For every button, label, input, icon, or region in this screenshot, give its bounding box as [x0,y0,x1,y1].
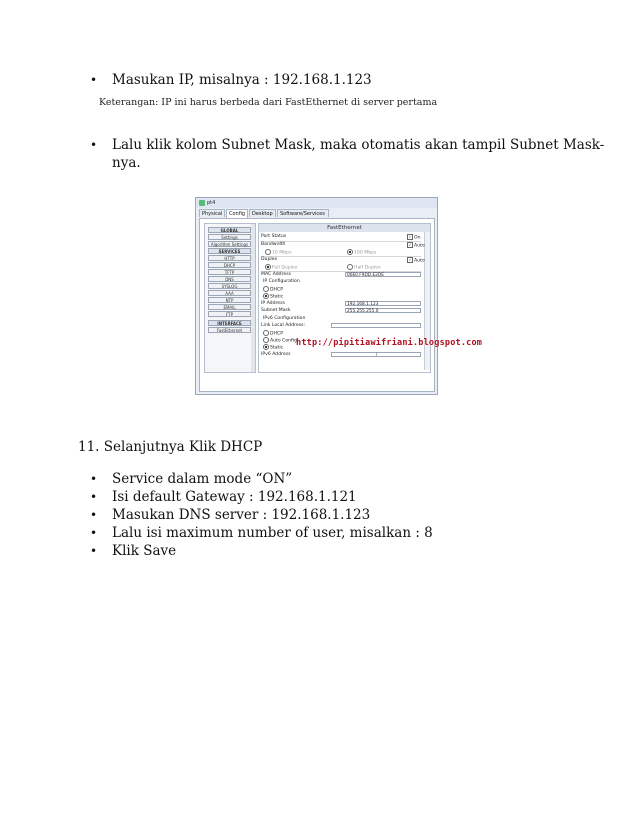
divider [261,256,421,257]
watermark-text: http://pipitiawifriani.blogspot.com [296,338,483,348]
bw-100-label: 100 Mbps [354,250,377,256]
radio-icon [265,249,271,255]
bandwidth-label: Bandwidth [261,242,286,247]
bullet-marker: • [90,472,98,486]
on-label: On [414,235,421,241]
check-icon: ✓ [408,235,412,239]
embedded-screenshot [195,197,483,395]
bullet-marker: • [90,490,98,504]
config-body [199,218,483,392]
bullet-text: Lalu klik kolom Subnet Mask, maka otomatis akan tampil Subnet Mask- [112,137,605,153]
link-local-label: Link Local Address: [261,323,306,328]
mac-address-field[interactable]: 00E0.F9DD.E2DE [345,272,421,277]
ipv6-static-radio[interactable] [263,344,283,352]
list-item-text: Isi default Gateway : 192.168.1.121 [112,489,357,505]
nav-item-email[interactable]: EMAIL [208,304,251,310]
tab-desktop[interactable]: Desktop [249,209,276,217]
full-duplex-label: Full Duplex [272,265,298,271]
ipv6-dhcp-label: DHCP [270,331,283,337]
subnet-mask-label: Subnet Mask [261,308,291,313]
radio-icon [347,264,353,270]
radio-icon [263,330,269,336]
panel-scrollbar[interactable] [424,232,430,370]
tab-physical[interactable]: Physical [199,209,225,217]
bullet-text-continued: nya. [112,155,141,171]
config-nav-pane [204,223,256,373]
radio-icon [263,337,269,343]
list-item-text: Klik Save [112,543,177,559]
nav-item-ntp[interactable]: NTP [208,297,251,303]
ipv6-static-label: Static [270,345,284,351]
nav-item-settings[interactable]: Settings [208,234,251,240]
step-heading: 11. Selanjutnya Klik DHCP [78,439,263,455]
nav-item-tftp[interactable]: TFTP [208,269,251,275]
ipv6-address-label: IPv6 Address [261,352,291,357]
nav-item-algorithm-settings[interactable]: Algorithm Settings [208,241,251,247]
radio-icon [265,264,271,270]
ipv6-config-label: IPv6 Configuration [263,316,306,321]
nav-item-aaa[interactable]: AAA [208,290,251,296]
bullet-marker: • [90,508,98,522]
ip-config-label: IP Configuration [263,279,300,284]
nav-item-dns[interactable]: DNS [208,276,251,282]
nav-item-http[interactable]: HTTP [208,255,251,261]
nav-header-interface: INTERFACE [208,320,251,326]
bullet-marker: • [90,73,98,87]
nav-item-ftp[interactable]: FTP [208,311,251,317]
window-title: pt4 [207,200,216,206]
nav-header-services: SERVICES [208,248,251,254]
static-radio[interactable] [263,293,283,301]
interface-config-pane [258,223,431,373]
radio-icon [263,293,269,299]
port-status-label: Port Status [261,234,287,239]
app-icon [199,200,205,206]
nav-item-dhcp[interactable]: DHCP [208,262,251,268]
half-duplex-label: Half Duplex [354,265,381,271]
subnet-mask-field[interactable]: 255.255.255.0 [345,308,421,313]
nav-item-syslog[interactable]: SYSLOG [208,283,251,289]
tab-software-services[interactable]: Software/Services [277,209,329,217]
link-local-field[interactable] [331,323,421,328]
auto-label: Auto [414,243,425,249]
nav-scrollbar[interactable] [251,224,255,372]
mac-address-label: MAC Address [261,272,291,277]
radio-icon [263,286,269,292]
window-titlebar [196,198,437,208]
list-item-text: Masukan DNS server : 192.168.1.123 [112,507,371,523]
static-label: Static [270,294,284,300]
ip-address-field[interactable]: 192.168.1.123 [345,301,421,306]
bw-10-label: 10 Mbps [272,250,292,256]
duplex-label: Duplex [261,257,278,262]
duplex-auto-checkbox[interactable] [407,257,425,265]
list-item-text: Lalu isi maximum number of user, misalkan : 8 [112,525,433,541]
list-item-text: Service dalam mode “ON” [112,471,293,487]
check-icon: ✓ [408,243,412,247]
bandwidth-auto-checkbox[interactable] [407,242,425,250]
auto-label: Auto [414,258,425,264]
ipv6-address-field[interactable]: / [331,352,421,357]
check-icon: ✓ [408,258,412,262]
bullet-text: Masukan IP, misalnya : 192.168.1.123 [112,72,372,88]
panel-title: FastEthernet [259,224,430,232]
note-text: Keterangan: IP ini harus berbeda dari FastEthernet di server pertama [99,97,438,108]
auto-config-label: Auto Config [270,338,297,344]
tab-config[interactable]: Config [226,209,248,218]
ip-address-label: IP Address [261,301,285,306]
bullet-marker: • [90,544,98,558]
bullet-marker: • [90,138,98,152]
radio-icon [347,249,353,255]
dhcp-label: DHCP [270,287,283,293]
bullet-marker: • [90,526,98,540]
radio-icon [263,344,269,350]
nav-item-fastethernet[interactable]: FastEthernet [208,327,251,333]
nav-header-global: GLOBAL [208,227,251,233]
